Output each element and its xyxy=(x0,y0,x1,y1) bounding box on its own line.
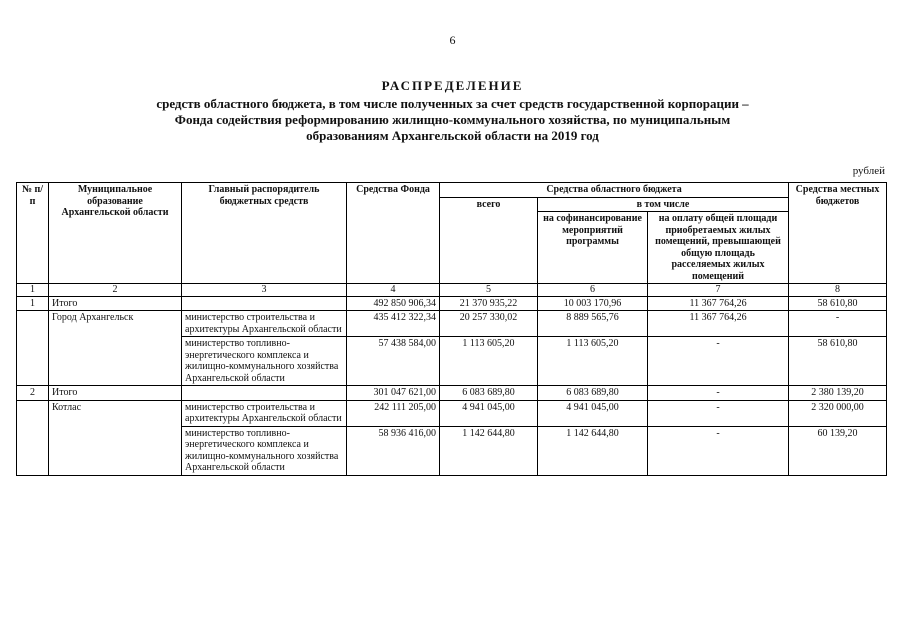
table-row xyxy=(17,386,887,401)
header-manager: Главный распорядитель бюджетных средств xyxy=(182,183,347,284)
row-fund: 301 047 621,00 xyxy=(347,386,440,401)
row-excess: 11 367 764,26 xyxy=(648,296,789,311)
column-number: 4 xyxy=(347,284,440,297)
row-cofinancing: 10 003 170,96 xyxy=(538,296,648,311)
row-municipality: Итого xyxy=(49,296,182,311)
row-excess: - xyxy=(648,337,789,386)
units-label: рублей xyxy=(852,165,885,177)
header-local: Средства местных бюджетов xyxy=(789,183,887,284)
row-municipality: Котлас xyxy=(49,400,182,475)
row-excess: - xyxy=(648,426,789,475)
row-excess: - xyxy=(648,400,789,426)
document-subtitle xyxy=(60,96,845,144)
row-cofinancing: 4 941 045,00 xyxy=(538,400,648,426)
column-number: 5 xyxy=(440,284,538,297)
row-num: 1 xyxy=(17,296,49,311)
row-excess: 11 367 764,26 xyxy=(648,311,789,337)
row-local: 2 380 139,20 xyxy=(789,386,887,401)
row-manager: министерство топливно-энергетического комплекса и жилищно-коммунального хозяйства Архангельской области xyxy=(182,337,347,386)
row-num: 2 xyxy=(17,386,49,401)
row-excess: - xyxy=(648,386,789,401)
header-including: в том числе xyxy=(538,197,789,212)
column-number: 6 xyxy=(538,284,648,297)
row-total: 1 142 644,80 xyxy=(440,426,538,475)
row-local: 60 139,20 xyxy=(789,426,887,475)
table-row xyxy=(17,311,887,337)
row-local: - xyxy=(789,311,887,337)
row-manager: министерство строительства и архитектуры Архангельской области xyxy=(182,400,347,426)
subtitle-line: Фонда содействия реформированию жилищно-коммунального хозяйства, по муниципальным xyxy=(174,112,731,127)
row-municipality: Итого xyxy=(49,386,182,401)
row-total: 21 370 935,22 xyxy=(440,296,538,311)
row-fund: 435 412 322,34 xyxy=(347,311,440,337)
page-number: 6 xyxy=(449,33,456,47)
row-fund: 57 438 584,00 xyxy=(347,337,440,386)
header-regional: Средства областного бюджета xyxy=(440,183,789,198)
header-fund: Средства Фонда xyxy=(347,183,440,284)
row-local: 58 610,80 xyxy=(789,296,887,311)
column-number: 3 xyxy=(182,284,347,297)
header-cofinancing: на софинансирование мероприятий программы xyxy=(538,212,648,284)
row-fund: 58 936 416,00 xyxy=(347,426,440,475)
subtitle-line: образованиям Архангельской области на 2019 год xyxy=(306,128,599,143)
header-total: всего xyxy=(440,197,538,284)
row-fund: 492 850 906,34 xyxy=(347,296,440,311)
row-cofinancing: 1 113 605,20 xyxy=(538,337,648,386)
header-num: № п/п xyxy=(17,183,49,284)
row-cofinancing: 6 083 689,80 xyxy=(538,386,648,401)
table-row xyxy=(17,296,887,311)
column-number: 2 xyxy=(49,284,182,297)
row-num xyxy=(17,400,49,475)
row-manager xyxy=(182,296,347,311)
row-cofinancing: 8 889 565,76 xyxy=(538,311,648,337)
row-cofinancing: 1 142 644,80 xyxy=(538,426,648,475)
table-row xyxy=(17,400,887,426)
row-manager xyxy=(182,386,347,401)
row-total: 20 257 330,02 xyxy=(440,311,538,337)
distribution-table xyxy=(16,182,887,476)
subtitle-line: средств областного бюджета, в том числе полученных за счет средств государственной корпорации – xyxy=(156,96,749,111)
row-manager: министерство топливно-энергетического комплекса и жилищно-коммунального хозяйства Архангельской области xyxy=(182,426,347,475)
row-local: 2 320 000,00 xyxy=(789,400,887,426)
header-municipality: Муниципальное образование Архангельской области xyxy=(49,183,182,284)
column-number: 8 xyxy=(789,284,887,297)
column-number: 7 xyxy=(648,284,789,297)
header-excess-area: на оплату общей площади приобретаемых жилых помещений, превышающей общую площадь расселяемых жилых помещений xyxy=(648,212,789,284)
column-numbers-row xyxy=(17,284,887,297)
document-title: РАСПРЕДЕЛЕНИЕ xyxy=(381,78,524,93)
row-manager: министерство строительства и архитектуры Архангельской области xyxy=(182,311,347,337)
row-fund: 242 111 205,00 xyxy=(347,400,440,426)
row-total: 1 113 605,20 xyxy=(440,337,538,386)
row-local: 58 610,80 xyxy=(789,337,887,386)
column-number: 1 xyxy=(17,284,49,297)
row-total: 4 941 045,00 xyxy=(440,400,538,426)
row-num xyxy=(17,311,49,386)
row-municipality: Город Архангельск xyxy=(49,311,182,386)
row-total: 6 083 689,80 xyxy=(440,386,538,401)
